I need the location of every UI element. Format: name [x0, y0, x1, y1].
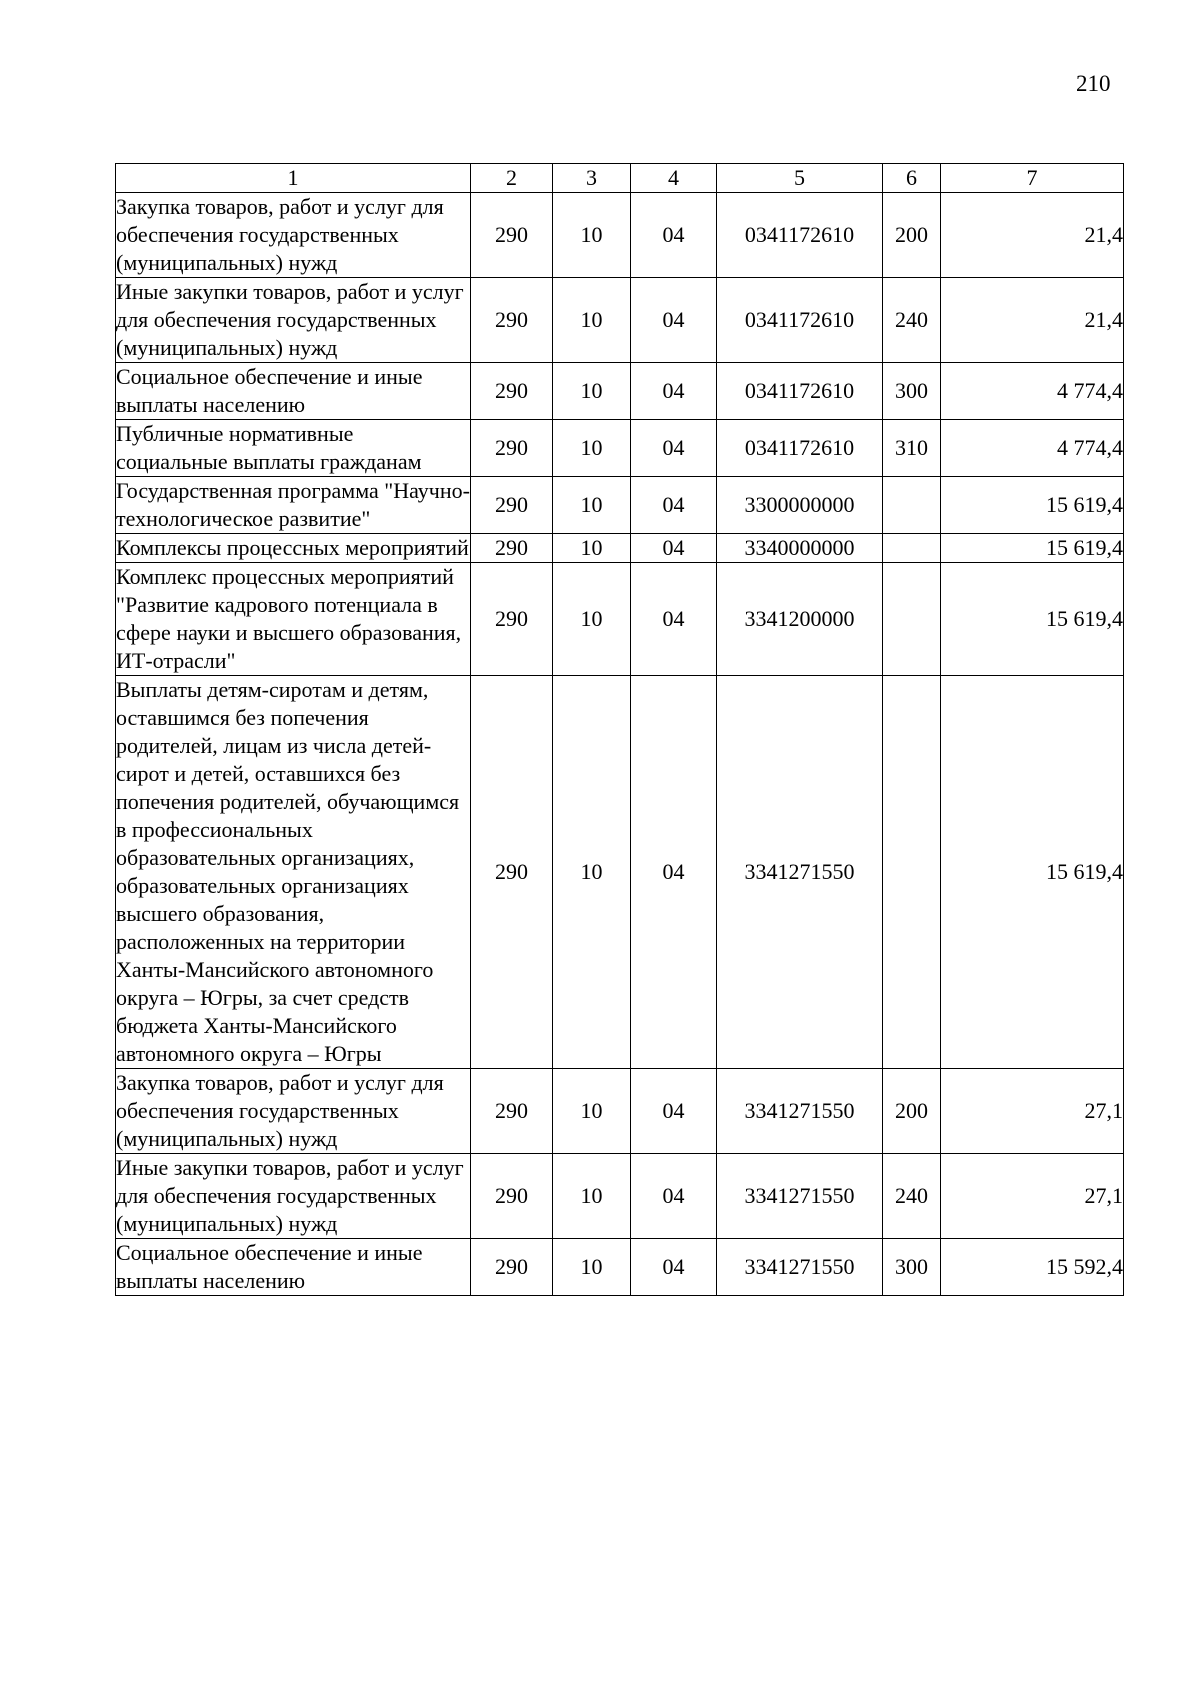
row-name: Закупка товаров, работ и услуг для обеспечения государственных (муниципальных) нужд	[116, 193, 471, 278]
row-section: 10	[553, 1154, 631, 1239]
table-row	[116, 563, 1124, 676]
row-target-article: 3341200000	[717, 563, 883, 676]
table-row	[116, 363, 1124, 420]
row-subsection: 04	[631, 563, 717, 676]
row-name: Иные закупки товаров, работ и услуг для обеспечения государственных (муниципальных) нужд	[116, 1154, 471, 1239]
row-section: 10	[553, 534, 631, 563]
row-name: Государственная программа "Научно-технологическое развитие"	[116, 477, 471, 534]
row-section: 10	[553, 676, 631, 1069]
row-section: 10	[553, 1069, 631, 1154]
row-subsection: 04	[631, 1239, 717, 1296]
row-expense-type: 240	[883, 1154, 941, 1239]
row-subsection: 04	[631, 193, 717, 278]
row-target-article: 0341172610	[717, 193, 883, 278]
row-ministry: 290	[471, 563, 553, 676]
row-ministry: 290	[471, 278, 553, 363]
table-header	[116, 164, 1124, 193]
column-header-4: 4	[631, 164, 717, 193]
row-ministry: 290	[471, 477, 553, 534]
row-subsection: 04	[631, 1069, 717, 1154]
row-subsection: 04	[631, 363, 717, 420]
row-subsection: 04	[631, 1154, 717, 1239]
row-amount: 4 774,4	[941, 363, 1124, 420]
row-amount: 15 619,4	[941, 477, 1124, 534]
row-target-article: 0341172610	[717, 420, 883, 477]
row-name: Иные закупки товаров, работ и услуг для обеспечения государственных (муниципальных) нужд	[116, 278, 471, 363]
row-amount: 4 774,4	[941, 420, 1124, 477]
row-section: 10	[553, 363, 631, 420]
table-row	[116, 1239, 1124, 1296]
row-name: Комплексы процессных мероприятий	[116, 534, 471, 563]
row-expense-type: 300	[883, 1239, 941, 1296]
row-name: Выплаты детям-сиротам и детям, оставшимся без попечения родителей, лицам из числа детей-сирот и детей, оставшихся без попечения родителей, обучающимся в профессиональных образовательных организациях, образовательных организациях высшего образования, расположенных на территории Ханты-Мансийского автономного округа – Югры, за счет средств бюджета Ханты-Мансийского автономного округа – Югры	[116, 676, 471, 1069]
row-target-article: 3341271550	[717, 1069, 883, 1154]
row-ministry: 290	[471, 193, 553, 278]
row-section: 10	[553, 420, 631, 477]
row-expense-type	[883, 563, 941, 676]
row-target-article: 3341271550	[717, 1239, 883, 1296]
row-subsection: 04	[631, 278, 717, 363]
row-expense-type: 200	[883, 1069, 941, 1154]
row-name: Комплекс процессных мероприятий "Развитие кадрового потенциала в сфере науки и высшего образования, ИТ-отрасли"	[116, 563, 471, 676]
row-amount: 21,4	[941, 193, 1124, 278]
row-amount: 15 592,4	[941, 1239, 1124, 1296]
row-amount: 27,1	[941, 1069, 1124, 1154]
row-expense-type	[883, 676, 941, 1069]
column-header-2: 2	[471, 164, 553, 193]
table-row	[116, 193, 1124, 278]
row-target-article: 3300000000	[717, 477, 883, 534]
table-row	[116, 1069, 1124, 1154]
row-target-article: 3341271550	[717, 1154, 883, 1239]
row-section: 10	[553, 563, 631, 676]
row-name: Публичные нормативные социальные выплаты гражданам	[116, 420, 471, 477]
row-expense-type	[883, 534, 941, 563]
table-row	[116, 420, 1124, 477]
row-ministry: 290	[471, 363, 553, 420]
column-header-7: 7	[941, 164, 1124, 193]
column-header-3: 3	[553, 164, 631, 193]
row-ministry: 290	[471, 420, 553, 477]
row-ministry: 290	[471, 1239, 553, 1296]
row-target-article: 3341271550	[717, 676, 883, 1069]
row-name: Закупка товаров, работ и услуг для обеспечения государственных (муниципальных) нужд	[116, 1069, 471, 1154]
row-target-article: 0341172610	[717, 363, 883, 420]
row-amount: 21,4	[941, 278, 1124, 363]
row-section: 10	[553, 1239, 631, 1296]
header-row	[116, 164, 1124, 193]
table-row	[116, 477, 1124, 534]
row-amount: 27,1	[941, 1154, 1124, 1239]
row-name: Социальное обеспечение и иные выплаты населению	[116, 363, 471, 420]
row-subsection: 04	[631, 534, 717, 563]
row-expense-type: 300	[883, 363, 941, 420]
row-section: 10	[553, 278, 631, 363]
row-ministry: 290	[471, 1069, 553, 1154]
row-target-article: 0341172610	[717, 278, 883, 363]
row-section: 10	[553, 477, 631, 534]
row-subsection: 04	[631, 477, 717, 534]
row-amount: 15 619,4	[941, 563, 1124, 676]
row-subsection: 04	[631, 676, 717, 1069]
page-number: 210	[1076, 71, 1111, 96]
row-expense-type: 200	[883, 193, 941, 278]
row-expense-type	[883, 477, 941, 534]
table-row	[116, 534, 1124, 563]
table-body	[116, 193, 1124, 1296]
row-name: Социальное обеспечение и иные выплаты населению	[116, 1239, 471, 1296]
table-row	[116, 278, 1124, 363]
row-target-article: 3340000000	[717, 534, 883, 563]
row-amount: 15 619,4	[941, 534, 1124, 563]
table-row	[116, 676, 1124, 1069]
row-ministry: 290	[471, 1154, 553, 1239]
row-ministry: 290	[471, 534, 553, 563]
table-row	[116, 1154, 1124, 1239]
row-section: 10	[553, 193, 631, 278]
column-header-5: 5	[717, 164, 883, 193]
budget-table	[115, 163, 1124, 1296]
column-header-1: 1	[116, 164, 471, 193]
column-header-6: 6	[883, 164, 941, 193]
row-amount: 15 619,4	[941, 676, 1124, 1069]
row-expense-type: 240	[883, 278, 941, 363]
row-subsection: 04	[631, 420, 717, 477]
row-ministry: 290	[471, 676, 553, 1069]
row-expense-type: 310	[883, 420, 941, 477]
